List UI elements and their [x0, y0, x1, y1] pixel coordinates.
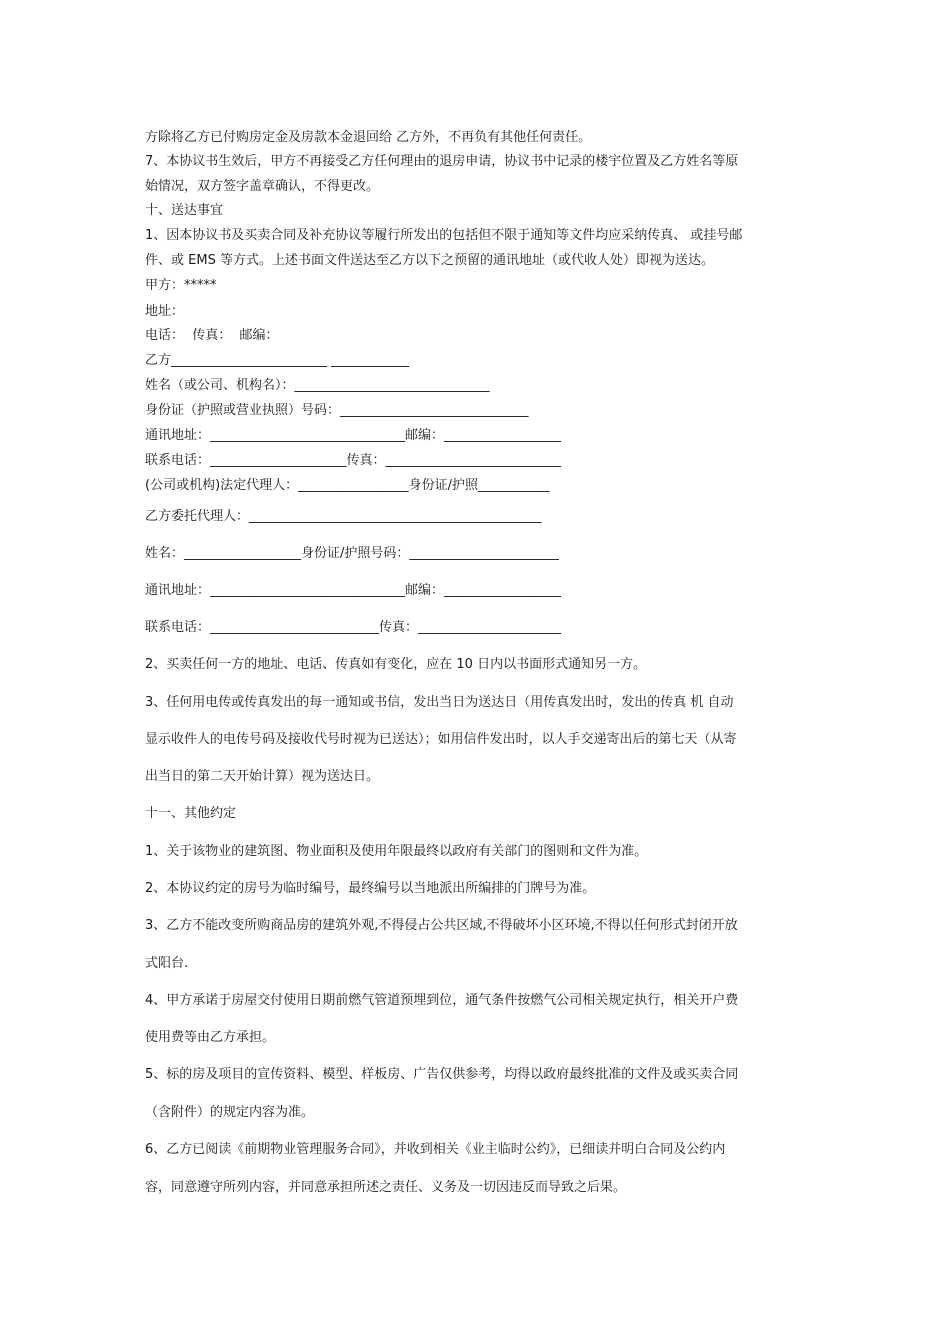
text-line: （含附件）的规定内容为准。 — [145, 1105, 315, 1120]
form-line: 联系电话：__________________________传真：______________________ — [145, 620, 562, 635]
form-line: 乙方________________________ ____________ — [145, 353, 410, 368]
form-line: 身份证（护照或营业执照）号码：_____________________________ — [145, 403, 529, 418]
text-line: 地址： — [145, 304, 185, 319]
text-line: 甲方：***** — [145, 278, 217, 293]
text-line: 显示收件人的电传号码及接收代号时视为已送达）；如用信件发出时，以人手交递寄出后的第七天（从寄 — [145, 732, 737, 747]
form-line: 姓名（或公司、机构名）：______________________________ — [145, 378, 490, 393]
text-line: 4、甲方承诺于房屋交付使用日期前燃气管道预埋到位，通气条件按燃气公司相关规定执行，相关开户费 — [145, 993, 739, 1008]
text-line: 出当日的第二天开始计算）视为送达日。 — [145, 769, 380, 784]
text-line: 3、乙方不能改变所购商品房的建筑外观,不得侵占公共区域,不得破坏小区环境,不得以任何形式封闭开放 — [145, 918, 738, 933]
text-line: 3、任何用电传或传真发出的每一通知或书信，发出当日为送达日（用传真发出时，发出的传真 机 自动 — [145, 695, 734, 710]
text-line: 2、本协议约定的房号为临时编号，最终编号以当地派出所编排的门牌号为准。 — [145, 881, 596, 896]
section-heading: 十一、其他约定 — [145, 806, 237, 821]
text-line: 方除将乙方已付购房定金及房款本金退回给 乙方外，不再负有其他任何责任。 — [145, 130, 592, 145]
form-line: 联系电话：_____________________传真：___________________________ — [145, 453, 562, 468]
text-line: 1、因本协议书及买卖合同及补充协议等履行所发出的包括但不限于通知等文件均应采纳传真、 或挂号邮 — [145, 228, 743, 243]
text-line: 式阳台. — [145, 956, 189, 971]
text-line: 5、标的房及项目的宣传资料、模型、样板房、广告仅供参考，均得以政府最终批准的文件及或买卖合同 — [145, 1067, 739, 1082]
form-line: 姓名：__________________身份证/护照号码：_______________________ — [145, 546, 559, 561]
form-line: 通讯地址：______________________________邮编：__________________ — [145, 583, 562, 598]
text-line: 使用费等由乙方承担。 — [145, 1030, 276, 1045]
section-heading: 十、送达事宜 — [145, 203, 224, 218]
text-line: 件、或 EMS 等方式。上述书面文件送达至乙方以下之预留的通讯地址（或代收人处）即视为送达。 — [145, 253, 714, 268]
text-line: 1、关于该物业的建筑图、物业面积及使用年限最终以政府有关部门的图则和文件为准。 — [145, 844, 648, 859]
form-line: 通讯地址：______________________________邮编：__________________ — [145, 428, 562, 443]
text-line: 电话： 传真： 邮编： — [145, 328, 279, 343]
text-line: 7、本协议书生效后，甲方不再接受乙方任何理由的退房申请，协议书中记录的楼宇位置及乙方姓名等原 — [145, 154, 739, 169]
text-line: 6、乙方已阅读《前期物业管理服务合同》，并收到相关《业主临时公约》，已细读并明白合同及公约内 — [145, 1142, 726, 1157]
text-line: 容，同意遵守所列内容，并同意承担所述之责任、义务及一切因违反而导致之后果。 — [145, 1180, 627, 1195]
form-line: (公司或机构)法定代理人：_________________身份证/护照___________ — [145, 478, 550, 493]
text-line: 始情况，双方签字盖章确认，不得更改。 — [145, 179, 380, 194]
text-line: 2、买卖任何一方的地址、电话、传真如有变化，应在 10 日内以书面形式通知另一方。 — [145, 657, 647, 672]
form-line: 乙方委托代理人：_____________________________________________ — [145, 509, 542, 524]
